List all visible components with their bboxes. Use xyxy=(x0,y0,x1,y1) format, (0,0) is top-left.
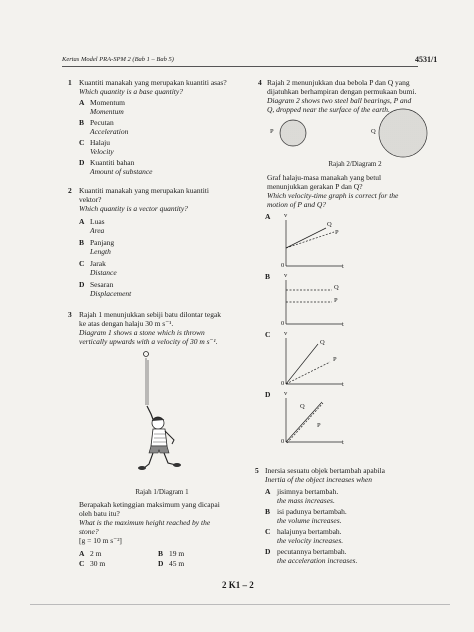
q5-a-malay: jisimnya bertambah. xyxy=(277,487,339,496)
q4-ask-malay-line2: menunjukkan gerakan P dan Q? xyxy=(267,182,363,191)
q4-ask xyxy=(267,173,431,209)
graph-a-axis-t: t xyxy=(342,263,344,270)
q3-english-line2: vertically upwards with a velocity of 30 m s⁻¹. xyxy=(79,337,218,346)
graph-b-label-p: P xyxy=(334,297,338,304)
graph-b-axis-v: v xyxy=(284,272,288,279)
q1-d-letter: D xyxy=(79,158,85,167)
q2-d-letter: D xyxy=(79,280,85,289)
q5-option-a xyxy=(277,487,338,505)
q3-stem xyxy=(79,310,251,346)
q1-b-english: Acceleration xyxy=(90,127,129,136)
q3-b-letter: B xyxy=(158,549,164,558)
q1-d-malay: Kuantiti bahan xyxy=(90,158,135,167)
q1-stem xyxy=(79,78,249,96)
q3-option-c: 30 m xyxy=(90,559,106,568)
graph-a-label-q: Q xyxy=(327,221,332,228)
q2-b-letter: B xyxy=(79,238,85,247)
graph-c-label-p: P xyxy=(333,356,337,363)
q2-a-english: Area xyxy=(90,226,105,235)
diagram-1-boy-throwing-stone xyxy=(120,350,200,475)
q3-malay-line1: Rajah 1 menunjukkan sebiji batu dilontar tegak xyxy=(79,310,222,319)
graph-a-letter: A xyxy=(265,212,271,221)
q3-ask-malay-line1: Berapakah ketinggian maksimum yang dicapai xyxy=(79,500,220,509)
q3-ask-malay-line2: oleh batu itu? xyxy=(79,509,120,518)
q1-option-c xyxy=(90,138,114,156)
q2-number: 2 xyxy=(68,186,72,195)
graph-a-axis-v: v xyxy=(284,212,288,219)
graph-d-axis-v: v xyxy=(284,390,288,397)
q1-option-b xyxy=(90,118,128,136)
graph-b-origin: 0 xyxy=(281,320,285,327)
graph-d-plot xyxy=(286,398,346,446)
q5-c-english: the velocity increases. xyxy=(277,536,344,545)
q1-d-english: Amount of substance xyxy=(90,167,153,176)
q5-b-letter: B xyxy=(265,507,271,516)
q1-c-malay: Halaju xyxy=(90,138,110,147)
q1-a-letter: A xyxy=(79,98,85,107)
graph-d-letter: D xyxy=(265,390,271,399)
stone-icon xyxy=(144,352,149,357)
header-right: 4531/1 xyxy=(415,55,438,64)
q5-number: 5 xyxy=(255,466,259,475)
q4-ask-english-line1: Which velocity-time graph is correct for the xyxy=(267,191,399,200)
q5-c-malay: halajunya bertambah. xyxy=(277,527,342,536)
q5-d-malay: pecutannya bertambah. xyxy=(277,547,347,556)
q5-d-english: the acceleration increases. xyxy=(277,556,358,565)
graph-a-origin: 0 xyxy=(281,262,285,269)
q5-option-b xyxy=(277,507,347,525)
q2-c-malay: Jarak xyxy=(90,259,106,268)
q5-a-english: the mass increases. xyxy=(277,496,335,505)
graph-c-letter: C xyxy=(265,330,271,339)
graph-c-plot xyxy=(286,338,346,388)
ball-p-label: P xyxy=(270,128,274,135)
q3-a-letter: A xyxy=(79,549,85,558)
q4-ask-malay-line1: Graf halaju-masa manakah yang betul xyxy=(267,173,382,182)
q3-option-b: 19 m xyxy=(169,549,185,558)
q2-c-english: Distance xyxy=(90,268,117,277)
q3-ask-english-line1: What is the maximum height reached by the xyxy=(79,518,211,527)
graph-b-letter: B xyxy=(265,272,271,281)
q5-option-d xyxy=(277,547,357,565)
diagram-1-caption: Rajah 1/Diagram 1 xyxy=(135,488,189,496)
q3-d-letter: D xyxy=(158,559,164,568)
q2-stem xyxy=(79,186,249,213)
q2-a-letter: A xyxy=(79,217,85,226)
graph-b-label-q: Q xyxy=(334,284,339,291)
graph-c-line-p xyxy=(286,362,330,384)
q5-c-letter: C xyxy=(265,527,271,536)
q1-english: Which quantity is a base quantity? xyxy=(79,87,183,96)
q5-stem xyxy=(265,466,435,484)
graph-b-plot xyxy=(286,280,346,328)
graph-d-label-q: Q xyxy=(300,403,305,410)
q3-c-letter: C xyxy=(79,559,85,568)
graph-d-label-p: P xyxy=(317,422,321,429)
graph-c-line-q xyxy=(286,344,318,384)
footer-rule xyxy=(30,604,450,605)
q4-malay-line2: dijatuhkan berhampiran dengan permukaan bumi. xyxy=(267,87,417,96)
q2-a-malay: Luas xyxy=(90,217,105,226)
q2-b-english: Length xyxy=(90,247,111,256)
q2-d-english: Displacement xyxy=(90,289,132,298)
q2-option-d xyxy=(90,280,131,298)
q1-malay: Kuantiti manakah yang merupakan kuantiti asas? xyxy=(79,78,227,87)
q4-english-line2: Q, dropped near the surface of the earth. xyxy=(267,105,390,114)
q2-option-b xyxy=(90,238,114,256)
q4-ask-english-line2: motion of P and Q? xyxy=(267,200,327,209)
diagram-2-caption: Rajah 2/Diagram 2 xyxy=(328,160,382,168)
q2-c-letter: C xyxy=(79,259,85,268)
q4-malay-line1: Rajah 2 menunjukkan dua bebola P dan Q yang xyxy=(267,78,410,87)
q2-d-malay: Sesaran xyxy=(90,280,114,289)
q5-b-english: the volume increases. xyxy=(277,516,342,525)
q2-english: Which quantity is a vector quantity? xyxy=(79,204,188,213)
q3-given: [g = 10 m s⁻²] xyxy=(79,536,122,545)
graph-d-axis-t: t xyxy=(342,439,344,446)
graph-c-label-q: Q xyxy=(320,339,325,346)
graph-a-label-p: P xyxy=(335,229,339,236)
graph-d-line-p xyxy=(287,403,323,443)
q5-english: Inertia of the object increases when xyxy=(265,475,372,484)
q2-b-malay: Panjang xyxy=(90,238,115,247)
ball-p-icon xyxy=(278,118,318,158)
q1-option-d xyxy=(90,158,153,176)
q3-ask xyxy=(79,500,249,545)
graph-c-axis-t: t xyxy=(342,381,344,388)
q5-malay: Inersia sesuatu objek bertambah apabila xyxy=(265,466,385,475)
q1-option-a xyxy=(90,98,125,116)
q2-option-c xyxy=(90,259,117,277)
q3-number: 3 xyxy=(68,310,72,319)
graph-a-line-q xyxy=(286,228,326,248)
graph-c-origin: 0 xyxy=(281,380,285,387)
ball-q-label: Q xyxy=(371,128,376,135)
q4-number: 4 xyxy=(258,78,262,87)
q1-b-letter: B xyxy=(79,118,85,127)
q5-a-letter: A xyxy=(265,487,271,496)
q3-ask-english-line2: stone? xyxy=(79,527,99,536)
q1-a-english: Momentum xyxy=(90,107,124,116)
q2-malay-line1: Kuantiti manakah yang merupakan kuantiti xyxy=(79,186,209,195)
graph-b-axis-t: t xyxy=(342,321,344,328)
q3-english-line1: Diagram 1 shows a stone which is thrown xyxy=(79,328,205,337)
q2-option-a xyxy=(90,217,105,235)
q4-english-line1: Diagram 2 shows two steel ball bearings, P and xyxy=(267,96,412,105)
q3-option-d: 45 m xyxy=(169,559,185,568)
header-rule xyxy=(62,66,418,67)
q5-b-malay: isi padunya bertambah. xyxy=(277,507,347,516)
q5-d-letter: D xyxy=(265,547,271,556)
graph-d-line-q xyxy=(286,402,322,442)
ball-q-icon xyxy=(378,108,438,168)
q1-c-letter: C xyxy=(79,138,85,147)
q1-c-english: Velocity xyxy=(90,147,114,156)
graph-d-origin: 0 xyxy=(281,438,285,445)
header-left: Kertas Model PRA-SPM 2 (Bab 1 – Bab 5) xyxy=(62,56,174,63)
q2-malay-line2: vektor? xyxy=(79,195,102,204)
q3-option-a: 2 m xyxy=(90,549,102,558)
q1-a-malay: Momentum xyxy=(90,98,125,107)
q1-b-malay: Pecutan xyxy=(90,118,114,127)
graph-a-plot xyxy=(286,220,346,270)
graph-a-line-p xyxy=(286,232,334,248)
q1-number: 1 xyxy=(68,78,72,87)
q3-malay-line2: ke atas dengan halaju 30 m s⁻¹. xyxy=(79,319,174,328)
page-footer: 2 K1 – 2 xyxy=(222,580,254,590)
q5-option-c xyxy=(277,527,343,545)
graph-c-axis-v: v xyxy=(284,330,288,337)
